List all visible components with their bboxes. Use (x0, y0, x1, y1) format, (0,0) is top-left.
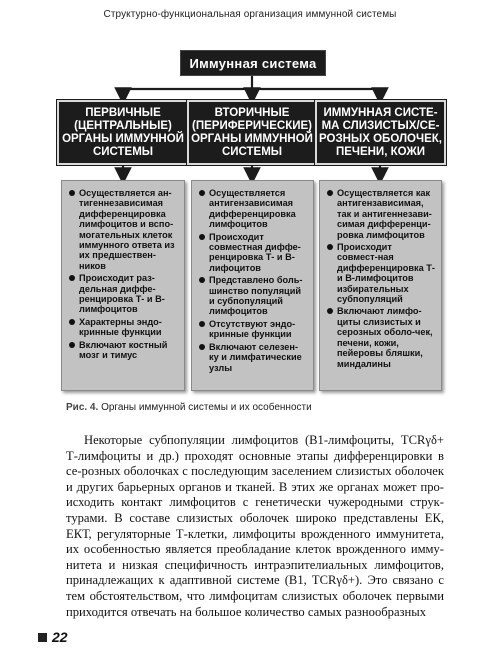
bullet-item: Включают костный мозг и тимус (68, 340, 178, 361)
bullet-item: Происходит раз-дельная диффе-ренцировка Т- и В-лимфоцитов (68, 273, 178, 315)
category-secondary-line: ОРГАНЫ ИММУННОЙ (191, 132, 313, 145)
page-number-value: 22 (52, 629, 68, 645)
description-mucosal (319, 180, 442, 391)
category-primary-line: ОРГАНЫ ИММУННОЙ (62, 132, 184, 145)
bullet-item: Происходит совмест-ная дифференцировка Т- и В-лимфоцитов избирательных субпопуляций (326, 242, 435, 304)
category-mucosal-line: РОЗНЫХ ОБОЛОЧЕК, (319, 132, 442, 145)
figure-caption-text: Органы иммунной системы и их особенности (101, 402, 312, 413)
figure-caption-label: Рис. 4. (66, 402, 99, 413)
bullet-item: Осуществляется ан-тигеннезависимая дифференцировка лимфоцитов и вспо-могательных клеток иммунного ответа из их предшествен-ников (68, 188, 178, 271)
body-paragraph: Некоторые субпопуляции лимфоцитов (В1-лимфоциты, TCRγδ+ Т-лимфоциты и др.) проходят основные этапы дифференцировки в се-розных оболочках с последующим заселением слизистых оболочек и других барьерных органов и тканей. В этих же органах может про-исходить контакт лимфоцитов с генетически чужеродными струк-турами. В составе слизистых оболочек широко представлены ЕК, ЕКТ, регуляторные Т-клетки, лимфоциты врожденного иммунитета, их особенностью является преобладание клеток врожденного имму-нитета и низкая специфичность интраэпителиальных лимфоцитов, принадлежащих к адаптивной системе (В1, TCRγδ+). Это связано с тем обстоятельством, что лимфоцитам слизистых оболочек первыми приходится отвечать на большое количество самых разнообразных (66, 433, 444, 619)
category-primary-line: ПЕРВИЧНЫЕ (85, 106, 161, 119)
category-secondary (187, 100, 317, 165)
category-mucosal-line: ПЕЧЕНИ, КОЖИ (335, 145, 426, 158)
bullet-item: Характерны эндо-кринные функции (68, 317, 178, 338)
bullet-item: Представлено боль-шинство популяций и субпопуляций лимфоцитов (198, 275, 307, 317)
square-icon (38, 633, 47, 642)
bullet-item: Происходит совместная диффе-ренцировка Т- и В-лифоцитов (198, 232, 307, 274)
running-header: Структурно-функциональная организация иммунной системы (103, 9, 397, 20)
category-primary-line: СИСТЕМЫ (92, 145, 154, 158)
description-primary (61, 180, 185, 391)
category-secondary-line: (ПЕРИФЕРИЧЕСКИЕ) (192, 119, 312, 132)
category-mucosal (315, 100, 446, 165)
category-secondary-line: СИСТЕМЫ (221, 145, 283, 158)
page-number (38, 629, 68, 645)
bullet-item: Осуществляется как антигензависимая, так и антигеннезави-симая дифференци-ровка лимфоцитов (326, 188, 435, 240)
category-mucosal-line: МА СЛИЗИСТЫХ/СЕ- (321, 119, 440, 132)
bullet-item: Включают лимфо-циты слизистых и серозных оболо-чек, печени, кожи, пейеровы бляшки, миндалины (326, 306, 435, 368)
diagram-title: Иммунная система (180, 50, 326, 76)
description-secondary (191, 180, 314, 391)
bullet-item: Осуществляется антигензависимая дифференцировка лимфоцитов (198, 188, 307, 230)
bullet-item: Включают селезен-ку и лимфатические узлы (198, 342, 307, 373)
category-secondary-line: ВТОРИЧНЫЕ (214, 106, 290, 119)
category-primary (57, 100, 189, 165)
figure-caption (66, 402, 312, 413)
bullet-item: Отсутствуют эндо-кринные функции (198, 319, 307, 340)
category-mucosal-line: ИММУННАЯ СИСТЕ- (323, 106, 438, 119)
category-primary-line: (ЦЕНТРАЛЬНЫЕ) (74, 119, 172, 132)
